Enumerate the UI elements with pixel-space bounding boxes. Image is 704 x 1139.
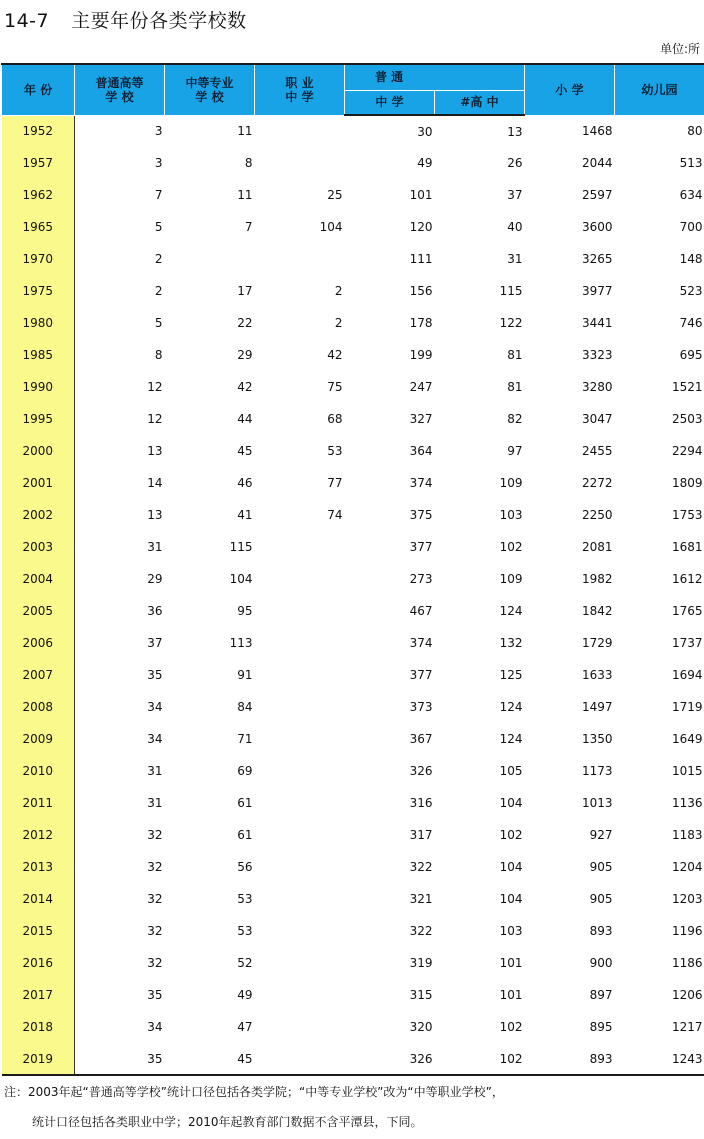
kindergarten-cell: 1243: [615, 1043, 704, 1075]
year-cell: 1962: [2, 179, 75, 211]
high-school-cell: 109: [499, 476, 523, 490]
table-row: [2, 147, 704, 179]
general-middle-cell: 364: [409, 444, 433, 458]
secondary-vocational-cell: 56: [237, 860, 253, 874]
header-higher-ed: 普通高等 学 校: [75, 64, 165, 115]
secondary-vocational-cell: 47: [237, 1020, 253, 1034]
high-school-cell: 102: [499, 540, 523, 554]
year-cell: 1957: [2, 147, 75, 179]
vocational-middle-cell: 74: [327, 508, 343, 522]
secondary-vocational-cell: 46: [237, 476, 253, 490]
primary-cell: 1633: [581, 668, 613, 682]
vocational-middle-cell: [255, 531, 345, 563]
secondary-vocational-cell: 52: [237, 956, 253, 970]
primary-cell: 3265: [581, 252, 613, 266]
high-school-cell: 40: [507, 220, 523, 234]
table-row: [2, 115, 704, 147]
vocational-middle-cell: 77: [327, 476, 343, 490]
kindergarten-cell: 2503: [671, 412, 703, 426]
vocational-middle-cell: [255, 115, 345, 147]
primary-cell: 3280: [581, 380, 613, 394]
higher-ed-cell: 35: [75, 1043, 165, 1075]
high-school-cell: 124: [499, 700, 523, 714]
table-row: [2, 659, 704, 691]
vocational-middle-cell: [255, 691, 345, 723]
higher-ed-cell: 31: [147, 796, 163, 810]
vocational-middle-cell: [255, 723, 345, 755]
year-cell: 2013: [2, 851, 75, 883]
vocational-middle-cell: [255, 883, 345, 915]
secondary-vocational-cell: [165, 243, 255, 275]
higher-ed-cell: 34: [147, 732, 163, 746]
high-school-cell: 104: [499, 892, 523, 906]
kindergarten-cell: 700: [679, 220, 703, 234]
general-middle-cell: 199: [409, 348, 433, 362]
table-row: [2, 499, 704, 531]
header-secondary-vocational: 中等专业 学 校: [165, 64, 255, 115]
higher-ed-cell: 13: [147, 444, 163, 458]
secondary-vocational-cell: 42: [237, 380, 253, 394]
primary-cell: 1497: [581, 700, 613, 714]
higher-ed-cell: 3: [154, 124, 163, 139]
primary-cell: 1842: [581, 604, 613, 618]
higher-ed-cell: 29: [147, 572, 163, 586]
kindergarten-cell: 1136: [671, 796, 703, 810]
kindergarten-cell: 523: [679, 284, 703, 298]
table-row: [2, 915, 704, 947]
kindergarten-cell: 80: [687, 124, 703, 139]
high-school-cell: 124: [499, 732, 523, 746]
primary-cell: 2081: [581, 540, 613, 554]
header-year: 年 份: [2, 64, 75, 115]
general-middle-cell: 326: [409, 764, 433, 778]
high-school-cell: 104: [499, 796, 523, 810]
primary-cell: 3600: [581, 220, 613, 234]
higher-ed-cell: 12: [147, 380, 163, 394]
table-body: [2, 115, 704, 1075]
primary-cell: 897: [589, 988, 613, 1002]
vocational-middle-cell: [255, 1011, 345, 1043]
general-middle-cell: 101: [409, 188, 433, 202]
higher-ed-cell: 32: [147, 828, 163, 842]
footnote-line-2: 统计口径包括各类职业中学；2010年起教育部门数据不含平潭县，下同。: [32, 1115, 423, 1129]
secondary-vocational-cell: 45: [237, 444, 253, 458]
table-row: [2, 883, 704, 915]
table-row: [2, 371, 704, 403]
secondary-vocational-cell: 61: [237, 796, 253, 810]
primary-cell: 895: [589, 1020, 613, 1034]
table-row: [2, 691, 704, 723]
year-cell: 2003: [2, 531, 75, 563]
secondary-vocational-cell: 7: [244, 220, 253, 234]
high-school-cell: 101: [499, 956, 523, 970]
kindergarten-cell: 1612: [671, 572, 703, 586]
year-cell: 2007: [2, 659, 75, 691]
primary-cell: 1729: [581, 636, 613, 650]
primary-cell: 2272: [581, 476, 613, 490]
header-high-school: #高 中: [435, 90, 525, 115]
vocational-middle-cell: 53: [327, 444, 343, 458]
vocational-middle-cell: 2: [334, 316, 343, 330]
year-cell: 1952: [2, 115, 75, 147]
vocational-middle-cell: [255, 1043, 345, 1075]
high-school-cell: 13: [507, 124, 523, 139]
table-row: [2, 723, 704, 755]
primary-cell: 927: [589, 828, 613, 842]
high-school-cell: 82: [507, 412, 523, 426]
high-school-cell: 26: [507, 156, 523, 170]
general-middle-cell: 373: [409, 700, 433, 714]
table-row: [2, 339, 704, 371]
general-middle-cell: 322: [409, 860, 433, 874]
higher-ed-cell: 36: [147, 604, 163, 618]
secondary-vocational-cell: 53: [237, 924, 253, 938]
higher-ed-cell: 32: [147, 892, 163, 906]
year-cell: 2000: [2, 435, 75, 467]
primary-cell: 1468: [581, 124, 613, 139]
table-code: 14-7: [4, 10, 50, 32]
high-school-cell: 103: [499, 924, 523, 938]
kindergarten-cell: 1765: [671, 604, 703, 618]
primary-cell: 3977: [581, 284, 613, 298]
higher-ed-cell: 32: [147, 924, 163, 938]
secondary-vocational-cell: 22: [237, 316, 253, 330]
higher-ed-cell: 35: [147, 988, 163, 1002]
secondary-vocational-cell: 29: [237, 348, 253, 362]
table-row: [2, 627, 704, 659]
general-middle-cell: 374: [409, 476, 433, 490]
vocational-middle-cell: [255, 627, 345, 659]
year-cell: 2019: [2, 1043, 75, 1075]
year-cell: 1990: [2, 371, 75, 403]
vocational-middle-cell: 104: [319, 220, 343, 234]
year-cell: 2012: [2, 819, 75, 851]
primary-cell: 900: [589, 956, 613, 970]
general-middle-cell: 375: [409, 508, 433, 522]
general-middle-cell: 49: [417, 156, 433, 170]
primary-cell: 1013: [581, 796, 613, 810]
secondary-vocational-cell: 115: [229, 540, 253, 554]
table-row: [2, 595, 704, 627]
unit-label: 单位:所: [659, 42, 700, 56]
general-middle-cell: 377: [409, 668, 433, 682]
table-row: [2, 179, 704, 211]
general-middle-cell: 327: [409, 412, 433, 426]
kindergarten-cell: 1737: [671, 636, 703, 650]
kindergarten-cell: 1186: [671, 956, 703, 970]
higher-ed-cell: 2: [154, 284, 163, 298]
general-middle-cell: 156: [409, 284, 433, 298]
year-cell: 2017: [2, 979, 75, 1011]
primary-cell: 893: [525, 1043, 615, 1075]
higher-ed-cell: 35: [147, 668, 163, 682]
high-school-cell: 104: [499, 860, 523, 874]
year-cell: 2014: [2, 883, 75, 915]
higher-ed-cell: 8: [154, 348, 163, 362]
high-school-cell: 102: [499, 1020, 523, 1034]
vocational-middle-cell: [255, 819, 345, 851]
high-school-cell: 97: [507, 444, 523, 458]
secondary-vocational-cell: 61: [237, 828, 253, 842]
higher-ed-cell: 14: [147, 476, 163, 490]
year-cell: 2001: [2, 467, 75, 499]
kindergarten-cell: 1521: [671, 380, 703, 394]
header-primary: 小 学: [525, 64, 615, 115]
primary-cell: 2455: [581, 444, 613, 458]
year-cell: 1970: [2, 243, 75, 275]
high-school-cell: 102: [499, 828, 523, 842]
general-middle-cell: 467: [409, 604, 433, 618]
vocational-middle-cell: [255, 851, 345, 883]
vocational-middle-cell: 68: [327, 412, 343, 426]
general-middle-cell: 178: [409, 316, 433, 330]
general-middle-cell: 377: [409, 540, 433, 554]
vocational-middle-cell: [255, 659, 345, 691]
kindergarten-cell: 746: [679, 316, 703, 330]
high-school-cell: 101: [499, 988, 523, 1002]
table-row: [2, 211, 704, 243]
higher-ed-cell: 34: [147, 1020, 163, 1034]
table-row: [2, 403, 704, 435]
year-cell: 2005: [2, 595, 75, 627]
vocational-middle-cell: 42: [327, 348, 343, 362]
secondary-vocational-cell: 17: [237, 284, 253, 298]
secondary-vocational-cell: 104: [229, 572, 253, 586]
general-middle-cell: 374: [409, 636, 433, 650]
table-row: [2, 275, 704, 307]
higher-ed-cell: 12: [147, 412, 163, 426]
secondary-vocational-cell: 53: [237, 892, 253, 906]
high-school-cell: 81: [507, 348, 523, 362]
secondary-vocational-cell: 11: [237, 188, 253, 202]
primary-cell: 1350: [581, 732, 613, 746]
high-school-cell: 81: [507, 380, 523, 394]
high-school-cell: 115: [499, 284, 523, 298]
kindergarten-cell: 1719: [671, 700, 703, 714]
kindergarten-cell: 1206: [671, 988, 703, 1002]
general-middle-cell: 317: [409, 828, 433, 842]
year-cell: 2015: [2, 915, 75, 947]
year-cell: 2010: [2, 755, 75, 787]
secondary-vocational-cell: 41: [237, 508, 253, 522]
primary-cell: 893: [589, 924, 613, 938]
kindergarten-cell: 2294: [671, 444, 703, 458]
header-vocational-middle: 职 业 中 学: [255, 64, 345, 115]
kindergarten-cell: 1183: [671, 828, 703, 842]
higher-ed-cell: 7: [154, 188, 163, 202]
year-cell: 2006: [2, 627, 75, 659]
vocational-middle-cell: [255, 595, 345, 627]
vocational-middle-cell: [255, 915, 345, 947]
table-row: [2, 307, 704, 339]
vocational-middle-cell: [255, 563, 345, 595]
secondary-vocational-cell: 71: [237, 732, 253, 746]
vocational-middle-cell: 2: [334, 284, 343, 298]
high-school-cell: 124: [499, 604, 523, 618]
kindergarten-cell: 1649: [671, 732, 703, 746]
year-cell: 1980: [2, 307, 75, 339]
table-row: [2, 787, 704, 819]
general-middle-cell: 316: [409, 796, 433, 810]
table-row: [2, 755, 704, 787]
kindergarten-cell: 513: [679, 156, 703, 170]
primary-cell: 905: [589, 892, 613, 906]
year-cell: 1975: [2, 275, 75, 307]
higher-ed-cell: 37: [147, 636, 163, 650]
year-cell: 2016: [2, 947, 75, 979]
secondary-vocational-cell: 11: [237, 124, 253, 139]
general-middle-cell: 111: [409, 252, 433, 266]
secondary-vocational-cell: 45: [165, 1043, 255, 1075]
kindergarten-cell: 1694: [671, 668, 703, 682]
general-middle-cell: 273: [409, 572, 433, 586]
higher-ed-cell: 13: [147, 508, 163, 522]
vocational-middle-cell: 25: [327, 188, 343, 202]
vocational-middle-cell: [255, 243, 345, 275]
table-row: [2, 467, 704, 499]
vocational-middle-cell: [255, 947, 345, 979]
school-count-table: [1, 63, 704, 1076]
table-title: 主要年份各类学校数: [71, 10, 247, 32]
secondary-vocational-cell: 95: [237, 604, 253, 618]
secondary-vocational-cell: 84: [237, 700, 253, 714]
vocational-middle-cell: 75: [327, 380, 343, 394]
primary-cell: 1173: [581, 764, 613, 778]
table-row: [2, 531, 704, 563]
high-school-cell: 125: [499, 668, 523, 682]
year-cell: 2018: [2, 1011, 75, 1043]
high-school-cell: 37: [507, 188, 523, 202]
secondary-vocational-cell: 69: [237, 764, 253, 778]
year-cell: 1995: [2, 403, 75, 435]
header-general-middle: 中 学: [345, 90, 435, 115]
higher-ed-cell: 2: [154, 252, 163, 266]
primary-cell: 2250: [581, 508, 613, 522]
higher-ed-cell: 5: [154, 316, 163, 330]
table-row: [2, 819, 704, 851]
table-row: [2, 1043, 704, 1075]
secondary-vocational-cell: 91: [237, 668, 253, 682]
kindergarten-cell: 695: [679, 348, 703, 362]
year-cell: 2008: [2, 691, 75, 723]
header-general-middle-top: 普 通: [345, 64, 525, 90]
high-school-cell: 103: [499, 508, 523, 522]
kindergarten-cell: 1203: [671, 892, 703, 906]
high-school-cell: 109: [499, 572, 523, 586]
primary-cell: 2597: [581, 188, 613, 202]
primary-cell: 905: [589, 860, 613, 874]
general-middle-cell: 326: [345, 1043, 435, 1075]
high-school-cell: 105: [499, 764, 523, 778]
vocational-middle-cell: [255, 979, 345, 1011]
vocational-middle-cell: [255, 755, 345, 787]
year-cell: 1965: [2, 211, 75, 243]
kindergarten-cell: 1204: [671, 860, 703, 874]
year-cell: 2004: [2, 563, 75, 595]
general-middle-cell: 322: [409, 924, 433, 938]
footnote-line-1: 注：2003年起“普通高等学校”统计口径包括各类学院；“中等专业学校”改为“中等职业学校”，: [4, 1085, 504, 1099]
high-school-cell: 102: [435, 1043, 525, 1075]
primary-cell: 3441: [581, 316, 613, 330]
secondary-vocational-cell: 8: [244, 156, 253, 170]
kindergarten-cell: 1753: [671, 508, 703, 522]
table-row: [2, 243, 704, 275]
kindergarten-cell: 1217: [671, 1020, 703, 1034]
high-school-cell: 132: [499, 636, 523, 650]
kindergarten-cell: 1015: [671, 764, 703, 778]
general-middle-cell: 320: [409, 1020, 433, 1034]
general-middle-cell: 367: [409, 732, 433, 746]
table-row: [2, 435, 704, 467]
primary-cell: 1982: [581, 572, 613, 586]
general-middle-cell: 30: [417, 124, 433, 139]
table-row: [2, 851, 704, 883]
higher-ed-cell: 32: [147, 860, 163, 874]
year-cell: 1985: [2, 339, 75, 371]
kindergarten-cell: 1196: [671, 924, 703, 938]
higher-ed-cell: 3: [154, 156, 163, 170]
kindergarten-cell: 148: [679, 252, 703, 266]
general-middle-cell: 319: [409, 956, 433, 970]
secondary-vocational-cell: 113: [229, 636, 253, 650]
page-title: [4, 6, 247, 33]
year-cell: 2009: [2, 723, 75, 755]
higher-ed-cell: 31: [147, 764, 163, 778]
primary-cell: 3047: [581, 412, 613, 426]
general-middle-cell: 247: [409, 380, 433, 394]
table-row: [2, 979, 704, 1011]
header-kindergarten: 幼儿园: [615, 64, 704, 115]
kindergarten-cell: 1809: [671, 476, 703, 490]
secondary-vocational-cell: 49: [237, 988, 253, 1002]
general-middle-cell: 315: [409, 988, 433, 1002]
primary-cell: 2044: [581, 156, 613, 170]
kindergarten-cell: 1681: [671, 540, 703, 554]
general-middle-cell: 120: [409, 220, 433, 234]
kindergarten-cell: 634: [679, 188, 703, 202]
table-row: [2, 563, 704, 595]
table-row: [2, 1011, 704, 1043]
year-cell: 2011: [2, 787, 75, 819]
primary-cell: 3323: [581, 348, 613, 362]
high-school-cell: 122: [499, 316, 523, 330]
general-middle-cell: 321: [409, 892, 433, 906]
higher-ed-cell: 31: [147, 540, 163, 554]
higher-ed-cell: 32: [147, 956, 163, 970]
secondary-vocational-cell: 44: [237, 412, 253, 426]
vocational-middle-cell: [255, 787, 345, 819]
vocational-middle-cell: [255, 147, 345, 179]
high-school-cell: 31: [507, 252, 523, 266]
higher-ed-cell: 5: [154, 220, 163, 234]
table-row: [2, 947, 704, 979]
higher-ed-cell: 34: [147, 700, 163, 714]
year-cell: 2002: [2, 499, 75, 531]
